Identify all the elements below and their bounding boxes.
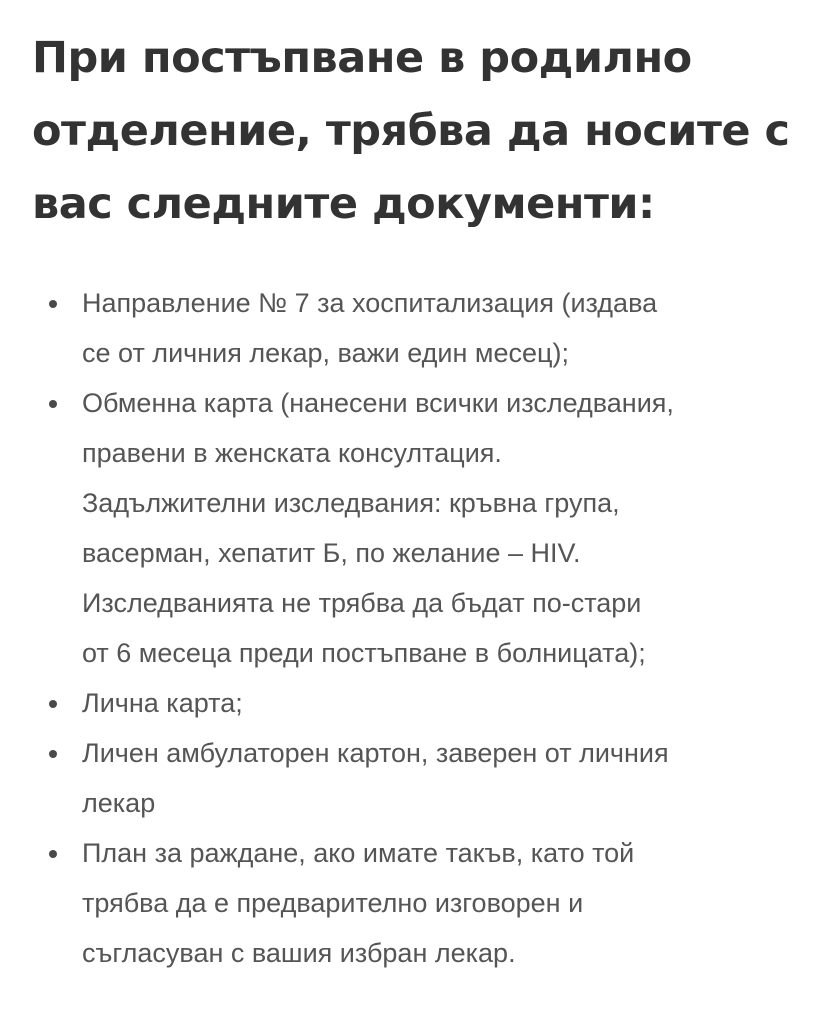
item-text-line: съгласуван с вашия избран лекар. bbox=[82, 938, 516, 968]
page-heading bbox=[32, 22, 798, 241]
item-text-line: от 6 месеца преди постъпване в болницата); bbox=[82, 638, 646, 668]
documents-list bbox=[32, 278, 798, 978]
item-text-line: План за раждане, ако имате такъв, като той bbox=[82, 838, 635, 868]
bullet-icon bbox=[49, 300, 57, 308]
document-item-birth-plan bbox=[32, 828, 798, 978]
item-text-line: трябва да е предварително изговорен и bbox=[82, 888, 584, 918]
heading-line: отделение, трябва да носите с bbox=[32, 106, 790, 156]
document-item-referral bbox=[32, 278, 798, 378]
item-text-line: се от личния лекар, важи един месец); bbox=[82, 338, 569, 368]
heading-line: вас следните документи: bbox=[32, 179, 655, 229]
bullet-icon bbox=[49, 700, 57, 708]
item-text-line: лекар bbox=[82, 788, 156, 818]
item-text-line: правени в женската консултация. bbox=[82, 438, 502, 468]
item-text-line: Обменна карта (нанесени всички изследвания, bbox=[82, 388, 674, 418]
document-item-ambulatory-record bbox=[32, 728, 798, 828]
document-item-exchange-card bbox=[32, 378, 798, 678]
item-text-line: Лична карта; bbox=[82, 688, 243, 718]
item-text-line: Личен амбулаторен картон, заверен от личния bbox=[82, 738, 669, 768]
heading-line: При постъпване в родилно bbox=[32, 33, 692, 83]
bullet-icon bbox=[49, 400, 57, 408]
item-text-line: васерман, хепатит Б, по желание – HIV. bbox=[82, 538, 581, 568]
bullet-icon bbox=[49, 750, 57, 758]
item-text-line: Направление № 7 за хоспитализация (издава bbox=[82, 288, 658, 318]
bullet-icon bbox=[49, 850, 57, 858]
item-text-line: Изследванията не трябва да бъдат по-стари bbox=[82, 588, 642, 618]
item-text-line: Задължителни изследвания: кръвна група, bbox=[82, 488, 620, 518]
document-item-id-card bbox=[32, 678, 798, 728]
